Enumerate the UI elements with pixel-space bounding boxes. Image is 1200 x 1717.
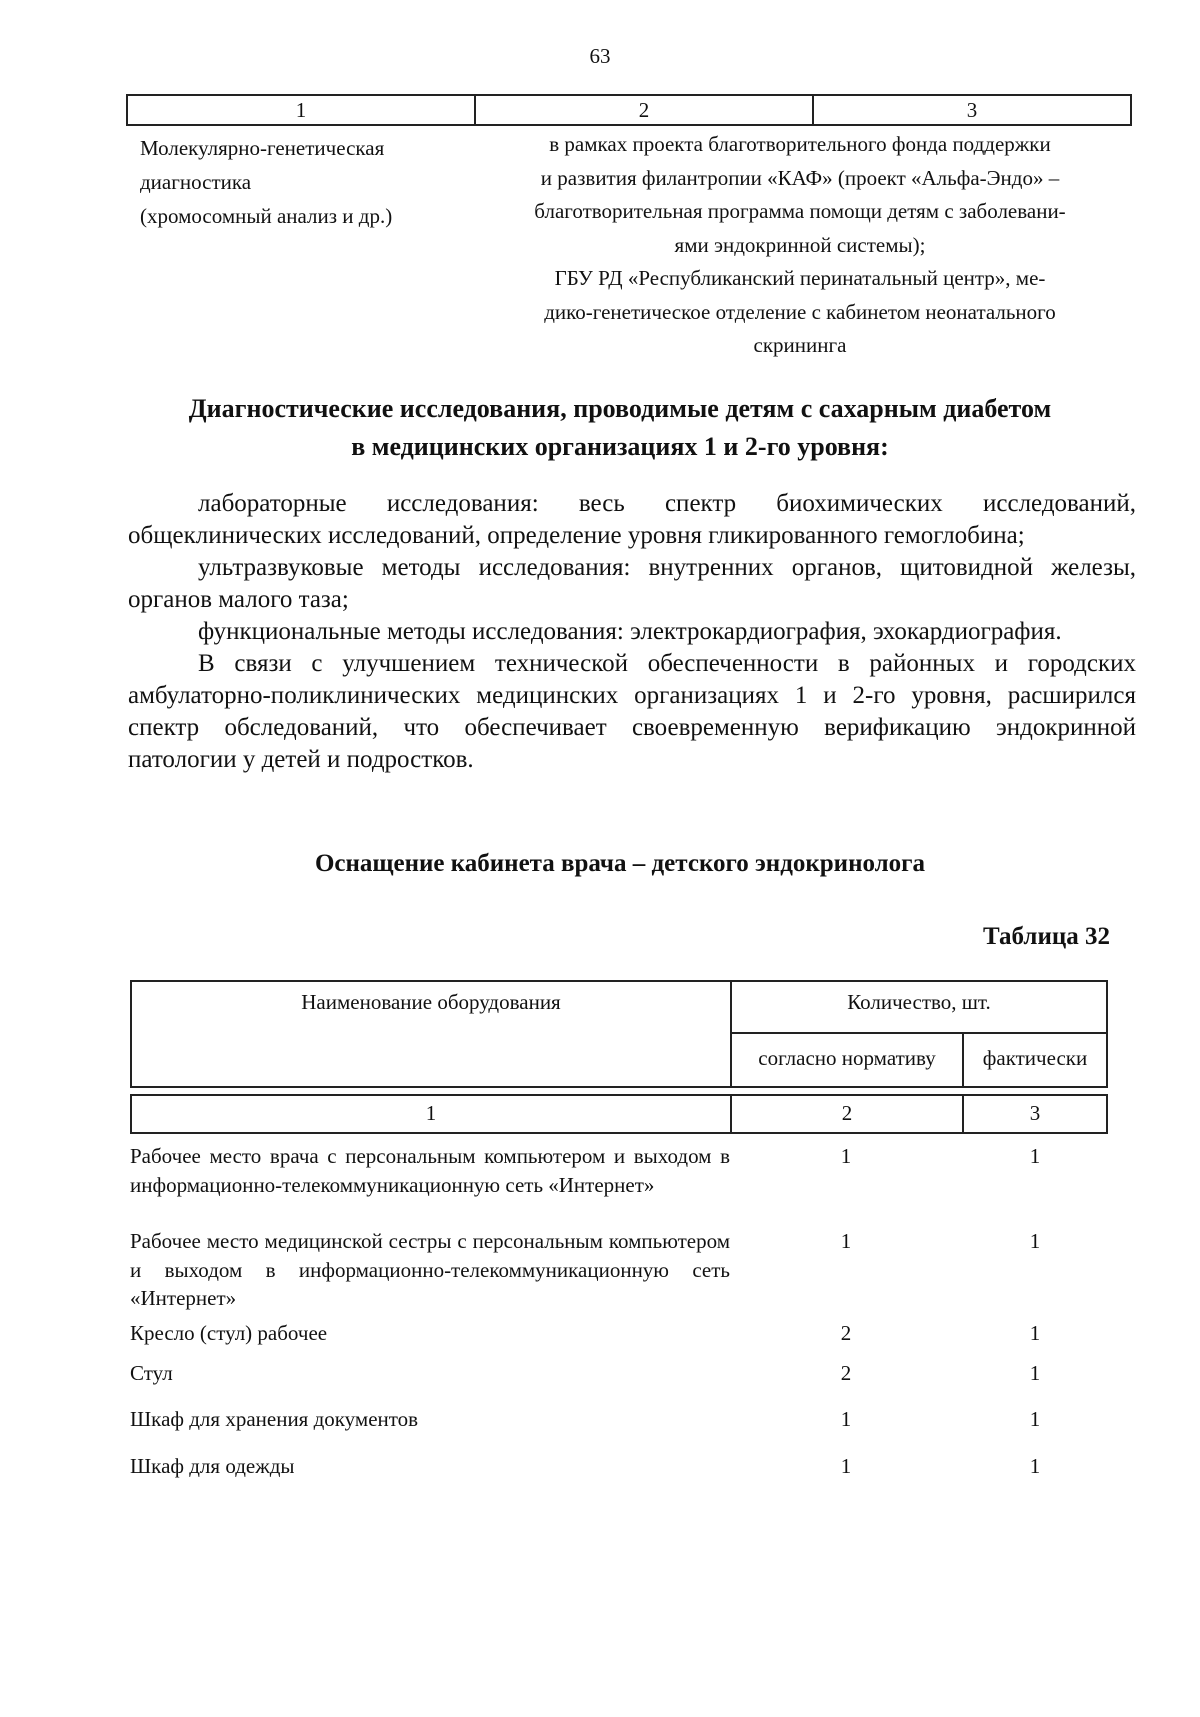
page-number: 63 — [589, 44, 611, 68]
top-table-col-3: 3 — [966, 98, 978, 122]
row-name-line: диагностика — [140, 170, 252, 194]
top-table-row-name — [140, 131, 470, 233]
equipment-table-column-numbers — [130, 1094, 1108, 1134]
body-paragraphs — [128, 488, 1136, 776]
equipment-norm: 1 — [840, 1144, 852, 1168]
equipment-table-body — [130, 1142, 1108, 1492]
table-label: Таблица 32 — [982, 923, 1110, 950]
row-org-line: и развития филантропии «КАФ» (проект «Альфа-Эндо» – — [540, 165, 1060, 190]
equipment-actual: 1 — [1029, 1407, 1041, 1431]
table-row — [130, 1319, 1108, 1359]
header-actual: фактически — [982, 1046, 1088, 1070]
column-number: 3 — [1029, 1101, 1041, 1125]
equipment-actual: 1 — [1029, 1229, 1041, 1253]
equipment-name: Кресло (стул) рабочее — [130, 1321, 328, 1345]
top-table-row-organizations — [470, 128, 1130, 363]
paragraph-ultrasound: ультразвуковые методы исследования: внутренних органов, щитовидной железы, органов малого таза; — [128, 554, 1136, 613]
equipment-name: Рабочее место медицинской сестры с персональным компьютером и выходом в информационно-телекоммуникационную сеть «Интернет» — [130, 1229, 730, 1310]
table-row — [130, 1452, 1108, 1492]
row-org-line: в рамках проекта благотворительного фонда поддержки — [549, 132, 1051, 156]
table-row — [130, 1405, 1108, 1452]
row-org-line: ями эндокринной системы); — [674, 232, 926, 257]
row-org-line: скрининга — [753, 333, 847, 357]
paragraph-conclusion: В связи с улучшением технической обеспеченности в районных и городских амбулаторно-поликлинических медицинских организациях 1 и 2-го уровня, расширился спектр обследований, что обеспечивает своевременную верификацию эндокринной патологии у детей и подростков. — [128, 650, 1136, 773]
header-quantity: Количество, шт. — [732, 982, 1106, 1034]
row-name-line: (хромосомный анализ и др.) — [140, 204, 393, 228]
header-norm: согласно нормативу — [732, 1034, 964, 1086]
header-equipment-name: Наименование оборудования — [132, 982, 732, 1086]
equipment-norm: 2 — [840, 1321, 852, 1345]
equipment-name: Рабочее место врача с персональным компьютером и выходом в информационно-телекоммуникационную сеть «Интернет» — [130, 1144, 730, 1197]
row-org-line: благотворительная программа помощи детям с заболевани- — [534, 199, 1066, 223]
equipment-name: Стул — [130, 1361, 173, 1385]
equipment-table-header — [130, 980, 1108, 1088]
equipment-actual: 1 — [1029, 1454, 1041, 1478]
section-heading-line-1: Диагностические исследования, проводимые детям с сахарным диабетом — [188, 394, 1052, 423]
section-heading-line-2: в медицинских организациях 1 и 2-го уровня: — [351, 432, 889, 461]
equipment-actual: 1 — [1029, 1321, 1041, 1345]
section-heading — [120, 390, 1120, 466]
equipment-actual: 1 — [1029, 1361, 1041, 1385]
equipment-name: Шкаф для одежды — [130, 1454, 295, 1478]
row-org-line: ГБУ РД «Республиканский перинатальный центр», ме- — [554, 266, 1046, 290]
row-org-line: дико-генетическое отделение с кабинетом неонатального — [544, 299, 1056, 324]
table-row — [130, 1142, 1108, 1227]
equipment-heading: Оснащение кабинета врача – детского эндокринолога — [314, 850, 926, 877]
column-number: 1 — [132, 1096, 732, 1132]
equipment-norm: 1 — [840, 1454, 852, 1478]
top-table-col-1: 1 — [128, 96, 476, 124]
equipment-name: Шкаф для хранения документов — [130, 1407, 419, 1431]
paragraph-laboratory: лабораторные исследования: весь спектр биохимических исследований, общеклинических исследований, определение уровня гликированного гемоглобина; — [128, 490, 1136, 549]
table-row — [130, 1359, 1108, 1405]
column-number: 2 — [732, 1096, 964, 1132]
equipment-norm: 2 — [840, 1361, 852, 1385]
top-table-header-row — [126, 94, 1132, 126]
equipment-table — [130, 980, 1108, 1492]
equipment-norm: 1 — [840, 1407, 852, 1431]
paragraph-functional: функциональные методы исследования: электрокардиография, эхокардиография. — [198, 618, 1062, 645]
equipment-norm: 1 — [840, 1229, 852, 1253]
equipment-actual: 1 — [1029, 1144, 1041, 1168]
table-row — [130, 1227, 1108, 1319]
row-name-line: Молекулярно-генетическая — [140, 136, 385, 160]
top-table-col-2: 2 — [476, 96, 814, 124]
